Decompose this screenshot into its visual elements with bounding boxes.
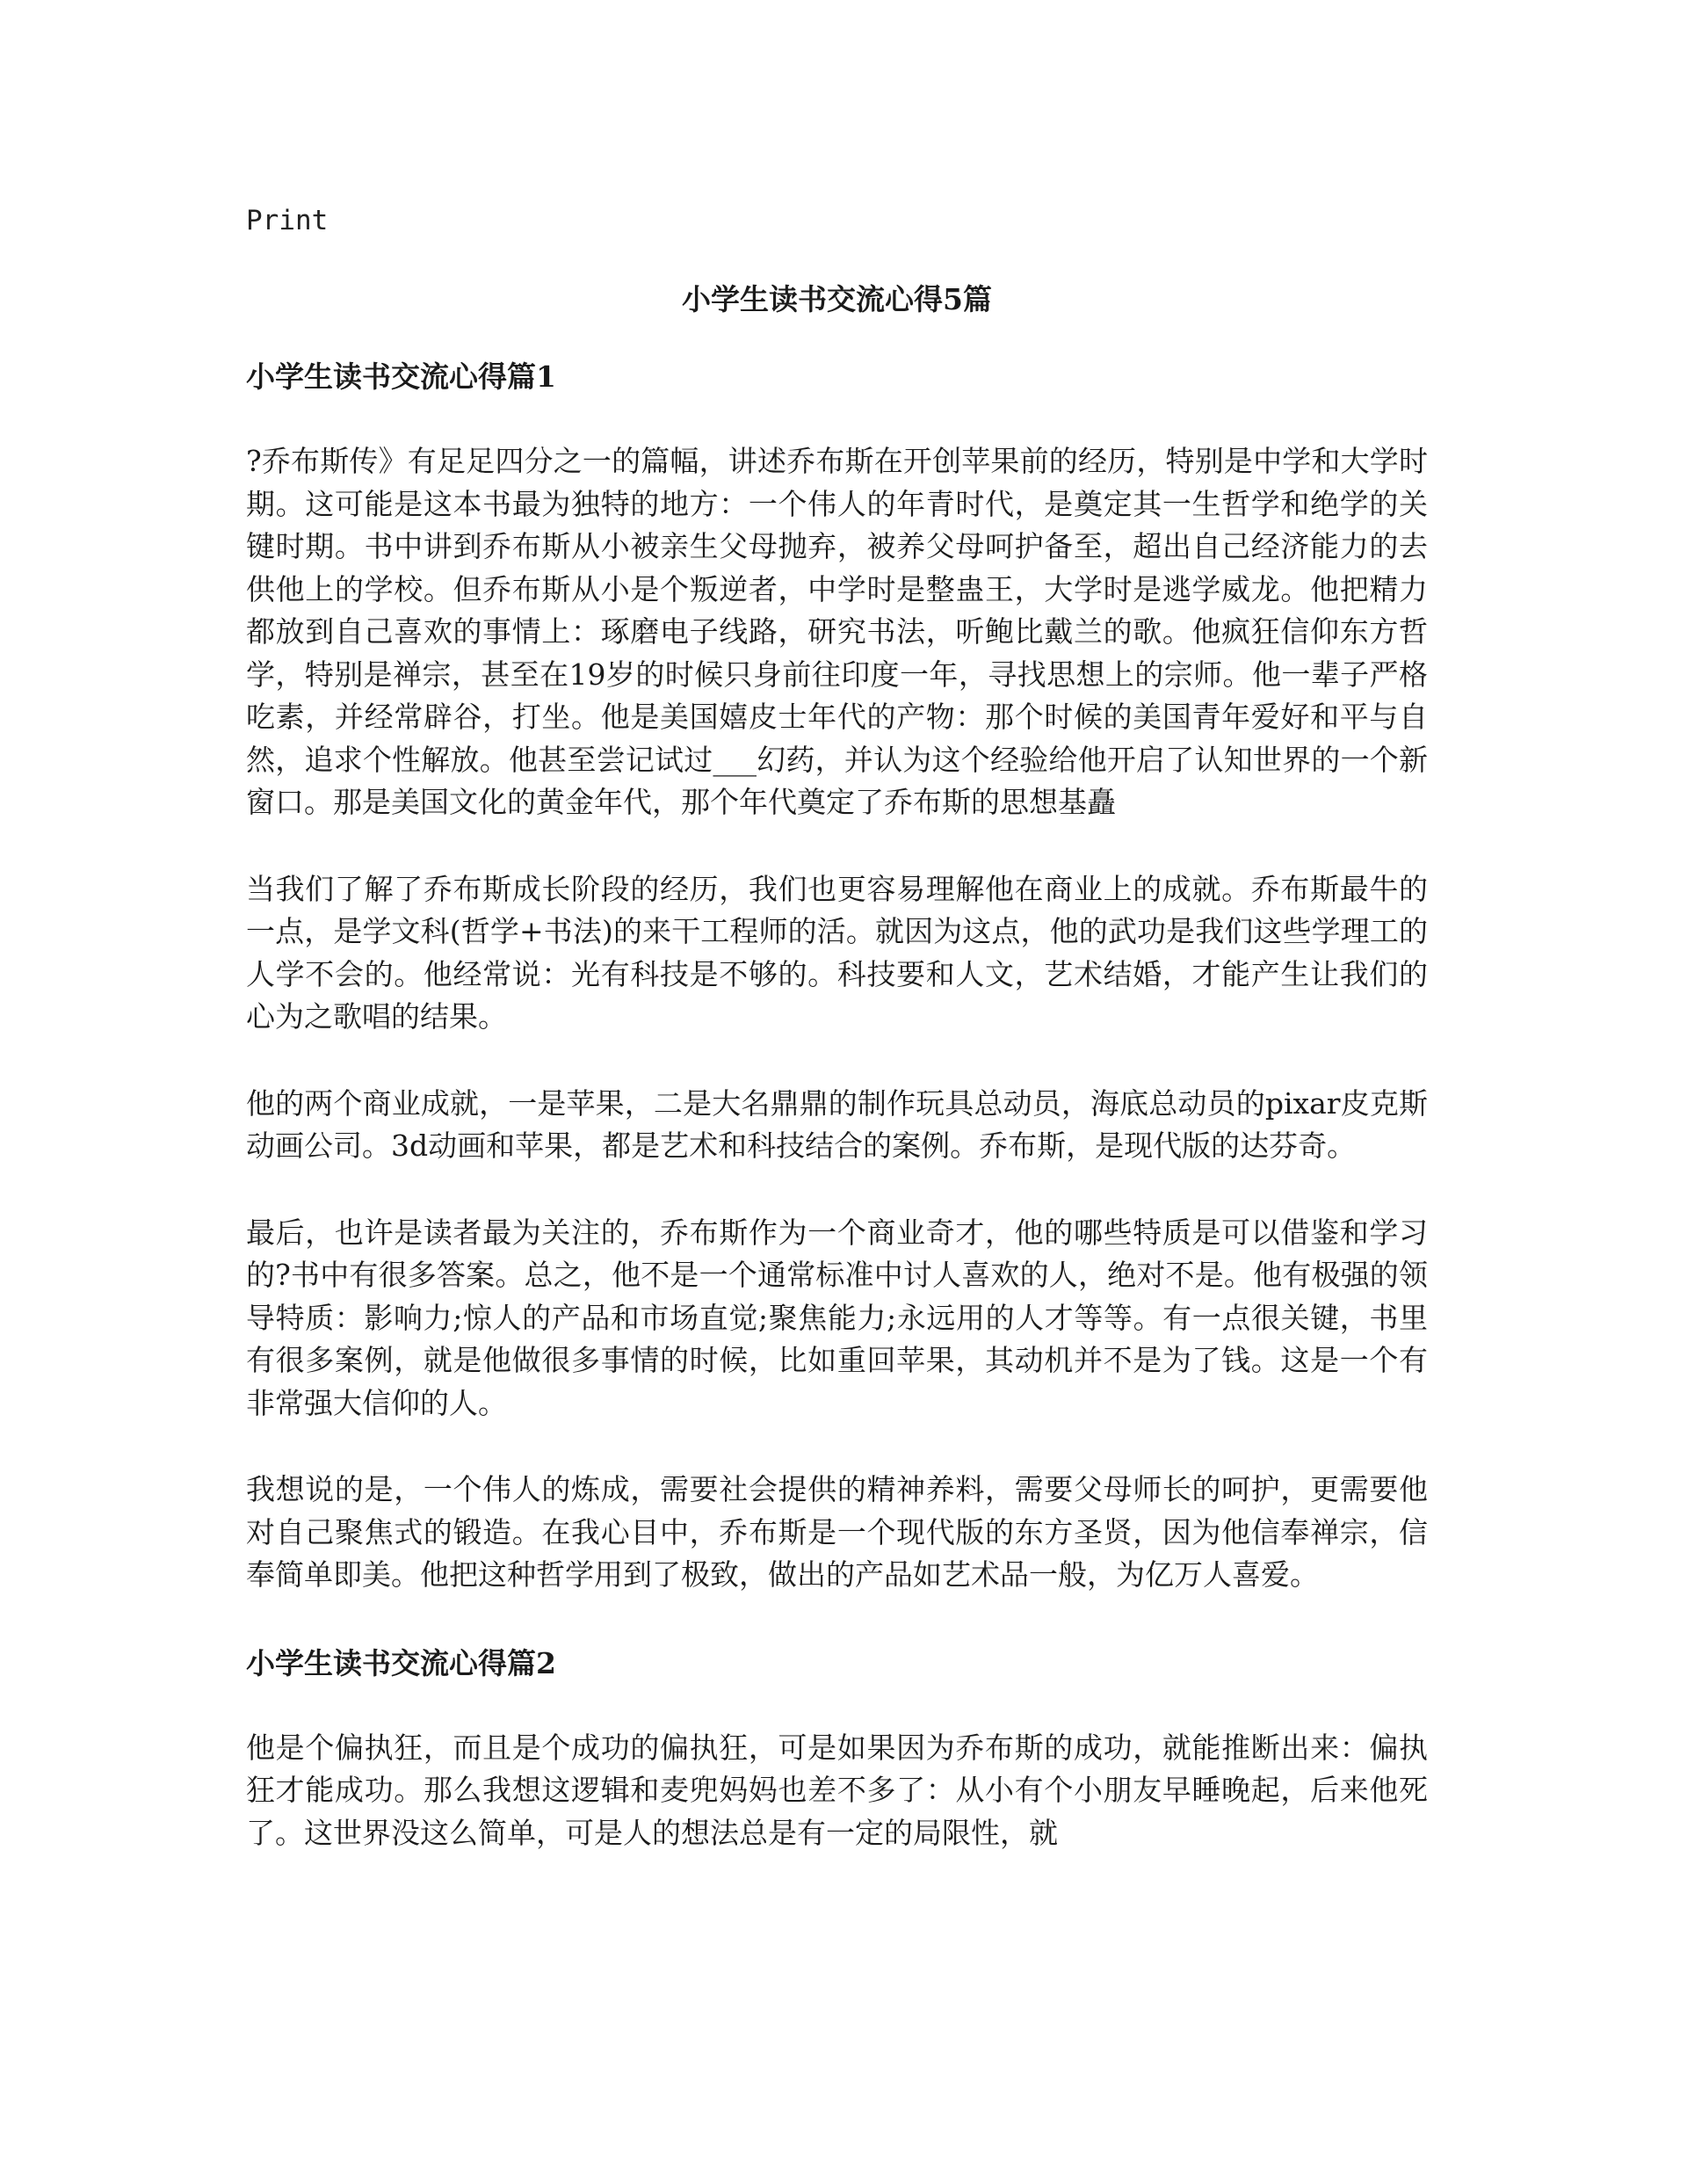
paragraph: 当我们了解了乔布斯成长阶段的经历，我们也更容易理解他在商业上的成就。乔布斯最牛的一点，是学文科(哲学+书法)的来干工程师的活。就因为这点，他的武功是我们这些学理工的人学不会的。他经常说：光有科技是不够的。科技要和人文，艺术结婚，才能产生让我们的心为之歌唱的结果。 bbox=[246, 871, 1428, 1034]
section-1 bbox=[246, 354, 1428, 1597]
section-heading: 小学生读书交流心得篇2 bbox=[246, 1645, 556, 1680]
paragraph: 我想说的是，一个伟人的炼成，需要社会提供的精神养料，需要父母师长的呵护，更需要他对自己聚焦式的锻造。在我心目中，乔布斯是一个现代版的东方圣贤，因为他信奉禅宗，信奉简单即美。他把这种哲学用到了极致，做出的产品如艺术品一般，为亿万人喜爱。 bbox=[246, 1472, 1428, 1592]
paragraph: 他是个偏执狂，而且是个成功的偏执狂，可是如果因为乔布斯的成功，就能推断出来：偏执狂才能成功。那么我想这逻辑和麦兜妈妈也差不多了：从小有个小朋友早睡晚起，后来他死了。这世界没这么简单，可是人的想法总是有一定的局限性，就 bbox=[246, 1730, 1428, 1850]
print-label: Print bbox=[246, 205, 329, 236]
section-heading: 小学生读书交流心得篇1 bbox=[246, 359, 556, 394]
section-2 bbox=[246, 1641, 1428, 1855]
document-title: 小学生读书交流心得5篇 bbox=[682, 282, 992, 316]
paragraph: 他的两个商业成就，一是苹果，二是大名鼎鼎的制作玩具总动员，海底总动员的pixar皮克斯动画公司。3d动画和苹果，都是艺术和科技结合的案例。乔布斯，是现代版的达芬奇。 bbox=[246, 1085, 1428, 1163]
paragraph: 最后，也许是读者最为关注的，乔布斯作为一个商业奇才，他的哪些特质是可以借鉴和学习的?书中有很多答案。总之，他不是一个通常标准中讨人喜欢的人，绝对不是。他有极强的领导特质：影响力;惊人的产品和市场直觉;聚焦能力;永远用的人才等等。有一点很关键，书里有很多案例，就是他做很多事情的时候，比如重回苹果，其动机并不是为了钱。这是一个有非常强大信仰的人。 bbox=[246, 1215, 1428, 1420]
paragraph: ?乔布斯传》有足足四分之一的篇幅，讲述乔布斯在开创苹果前的经历，特别是中学和大学时期。这可能是这本书最为独特的地方：一个伟人的年青时代，是奠定其一生哲学和绝学的关键时期。书中讲到乔布斯从小被亲生父母抛弃，被养父母呵护备至，超出自己经济能力的去供他上的学校。但乔布斯从小是个叛逆者，中学时是整蛊王，大学时是逃学威龙。他把精力都放到自己喜欢的事情上：琢磨电子线路，研究书法，听鲍比戴兰的歌。他疯狂信仰东方哲学，特别是禅宗，甚至在19岁的时候只身前往印度一年，寻找思想上的宗师。他一辈子严格吃素，并经常辟谷，打坐。他是美国嬉皮士年代的产物：那个时候的美国青年爱好和平与自然，追求个性解放。他甚至尝记试过___幻药，并认为这个经验给他开启了认知世界的一个新窗口。那是美国文化的黄金年代，那个年代奠定了乔布斯的思想基矗 bbox=[246, 444, 1428, 819]
document-page bbox=[246, 198, 1428, 1898]
